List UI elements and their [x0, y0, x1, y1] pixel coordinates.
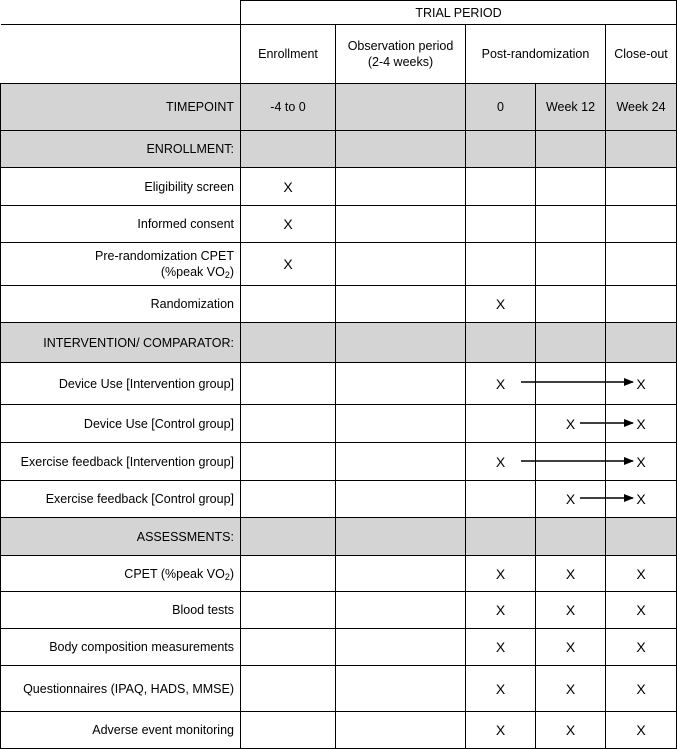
row-questionnaires: [1, 666, 677, 712]
mark-week-12: X: [536, 556, 606, 592]
mark-0: X: [466, 666, 536, 712]
section-enrollment-label: ENROLLMENT:: [1, 131, 241, 168]
mark-week-12: X: [536, 592, 606, 629]
mark-start: X: [536, 481, 606, 518]
section-intervention-label: INTERVENTION/ COMPARATOR:: [1, 323, 241, 363]
row-eligibility-screen: [1, 168, 677, 206]
mark-enrollment: X: [241, 206, 336, 243]
mark-0: X: [466, 286, 536, 323]
mark-week-24: X: [606, 629, 677, 666]
mark-end: X: [606, 405, 677, 443]
mark-week-12: X: [536, 629, 606, 666]
row-informed-consent: [1, 206, 677, 243]
mark-week-24: X: [606, 712, 677, 749]
section-assessments-label: ASSESSMENTS:: [1, 518, 241, 556]
row-device-use-control: [1, 405, 677, 443]
row-label-prefix: CPET (%peak VO: [124, 566, 225, 581]
row-body-composition: [1, 629, 677, 666]
timepoint-week-24: Week 24: [606, 84, 677, 131]
mark-week-12: X: [536, 666, 606, 712]
row-label-suffix: ): [229, 566, 234, 581]
mark-week-24: X: [606, 556, 677, 592]
mark-week-24: X: [606, 592, 677, 629]
post-randomization-header: Post-randomization: [466, 25, 606, 84]
row-label: Device Use [Intervention group]: [1, 363, 241, 405]
row-device-use-intervention: [1, 363, 677, 405]
header-row-trial-period: [1, 1, 677, 25]
observation-header-line2: (2-4 weeks): [367, 55, 434, 69]
mark-start: X: [536, 405, 606, 443]
mark-week-24: X: [606, 666, 677, 712]
observation-header: [336, 25, 466, 84]
row-blood-tests: [1, 592, 677, 629]
timepoint-enrollment: -4 to 0: [241, 84, 336, 131]
mark-end: X: [606, 443, 677, 481]
row-label: Body composition measurements: [1, 629, 241, 666]
row-exercise-feedback-intervention: [1, 443, 677, 481]
section-row-intervention: [1, 323, 677, 363]
mark-0: X: [466, 712, 536, 749]
close-out-header: Close-out: [606, 25, 677, 84]
mark-start: X: [466, 443, 536, 481]
row-pre-randomization-cpet: [1, 243, 677, 286]
trial-period-header: TRIAL PERIOD: [241, 1, 677, 25]
row-label: Questionnaires (IPAQ, HADS, MMSE): [1, 666, 241, 712]
timepoint-label: TIMEPOINT: [1, 84, 241, 131]
mark-0: X: [466, 629, 536, 666]
row-label: Blood tests: [1, 592, 241, 629]
row-randomization: [1, 286, 677, 323]
mark-week-12: X: [536, 712, 606, 749]
row-label: Informed consent: [1, 206, 241, 243]
row-label: Randomization: [1, 286, 241, 323]
header-row-phases: [1, 25, 677, 84]
row-label-suffix: ): [229, 265, 234, 279]
row-label: Adverse event monitoring: [1, 712, 241, 749]
section-row-assessments: [1, 518, 677, 556]
observation-header-line1: Observation period: [347, 39, 454, 53]
mark-0: X: [466, 592, 536, 629]
subscript-2: 2: [224, 571, 230, 582]
mark-end: X: [606, 363, 677, 405]
timepoint-0: 0: [466, 84, 536, 131]
timepoint-observation: [336, 84, 466, 131]
mark-start: X: [466, 363, 536, 405]
row-label: Device Use [Control group]: [1, 405, 241, 443]
timepoint-row: [1, 84, 677, 131]
enrollment-header: Enrollment: [241, 25, 336, 84]
blank-header-cell: [1, 25, 241, 84]
blank-corner: [1, 1, 241, 25]
row-label: [1, 243, 241, 286]
row-adverse-event-monitoring: [1, 712, 677, 749]
mark-end: X: [606, 481, 677, 518]
row-cpet: [1, 556, 677, 592]
subscript-2: 2: [224, 270, 230, 280]
row-exercise-feedback-control: [1, 481, 677, 518]
mark-enrollment: X: [241, 243, 336, 286]
row-label-line1: Pre-randomization CPET: [95, 249, 234, 263]
timepoint-week-12: Week 12: [536, 84, 606, 131]
row-label: Eligibility screen: [1, 168, 241, 206]
row-label: [1, 556, 241, 592]
section-row-enrollment: [1, 131, 677, 168]
row-label: Exercise feedback [Intervention group]: [1, 443, 241, 481]
mark-0: X: [466, 556, 536, 592]
row-label: Exercise feedback [Control group]: [1, 481, 241, 518]
mark-enrollment: X: [241, 168, 336, 206]
row-label-line2: (%peak VO: [160, 265, 225, 279]
